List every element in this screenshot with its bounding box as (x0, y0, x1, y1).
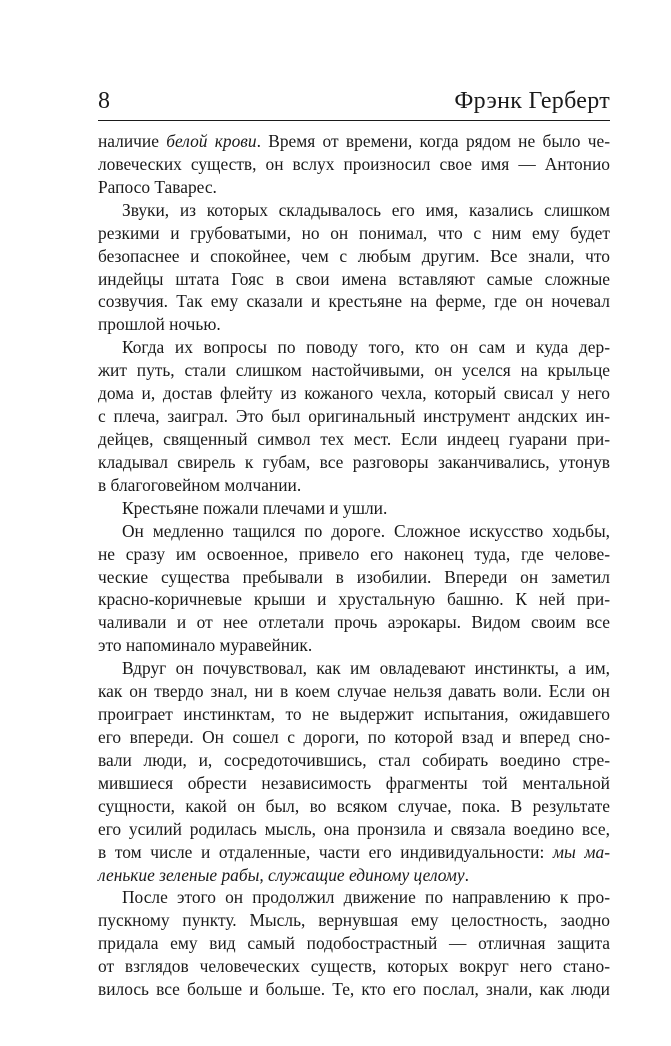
text-line (98, 864, 610, 887)
text-segment: кладывал свирель к губам, все разговоры заканчивались, утонув (98, 451, 610, 472)
text-segment: . Время от времени, когда рядом не было че- (256, 131, 610, 151)
text-line (98, 382, 610, 405)
text-line (98, 566, 610, 589)
text-line (98, 130, 610, 153)
text-segment: Вдруг он почувствовал, как им овладевают инстинкты, а им, (122, 658, 610, 679)
text-segment: наличие (98, 131, 167, 151)
text-segment: мившиеся обрести независимость фрагменты той ментальной (98, 772, 610, 793)
text-segment: его впереди. Он сошел с дороги, по которой взад и вперед сно- (98, 726, 610, 747)
text-line (98, 222, 610, 245)
text-line (98, 520, 610, 543)
page-header (98, 86, 610, 121)
text-segment: проиграет инстинктам, то не выдержит испытания, ожидавшего (98, 704, 610, 725)
text-segment: красно-коричневые крыши и хрустальную башню. К ней при- (98, 589, 610, 610)
text-segment: не сразу им освоенное, привело его наконец туда, где челове- (98, 543, 610, 564)
text-line (98, 497, 610, 520)
text-line (98, 795, 610, 818)
text-segment: ческие существа пребывали в изобилии. Впереди он заметил (98, 566, 610, 587)
text-segment: чаливали и от нее отлетали прочь аэрокары. Видом своим все (98, 612, 610, 633)
text-segment: Он медленно тащился по дороге. Сложное искусство ходьбы, (122, 520, 610, 541)
text-line (98, 841, 610, 864)
text-segment: от взглядов человеческих существ, которых вокруг него стано- (98, 956, 610, 977)
running-head-author: Фрэнк Герберт (454, 88, 610, 114)
body-text (98, 130, 610, 1001)
text-line (98, 978, 610, 1001)
text-line (98, 749, 610, 772)
text-line (98, 932, 610, 955)
text-line (98, 199, 610, 222)
text-line (98, 313, 610, 336)
text-segment: в том числе и отдаленные, части его индивидуальности: (98, 841, 553, 862)
text-segment: с плеча, заиграл. Это был оригинальный инструмент андских ин- (98, 406, 610, 427)
italic-text-segment: мы ма- (552, 841, 610, 862)
text-segment: прошлой ночью. (98, 314, 221, 335)
text-line (98, 818, 610, 841)
text-segment: безопаснее и спокойнее, чем с любым другим. Все знали, что (98, 245, 610, 266)
text-segment: вилось все больше и больше. Те, кто его послал, знали, как люди (98, 979, 610, 1000)
text-line (98, 611, 610, 634)
text-segment: ловеческих существ, он вслух произносил свое имя — Антонио (98, 153, 610, 174)
text-line (98, 588, 610, 611)
text-line (98, 955, 610, 978)
text-segment: придала ему вид самый подобострастный — отличная защита (98, 933, 610, 954)
text-segment: созвучия. Так ему сказали и крестьяне на ферме, где он ночевал (98, 291, 610, 312)
text-segment: После этого он продолжил движение по направлению к про- (122, 887, 610, 908)
text-line (98, 268, 610, 291)
text-segment: индейцы штата Гояс в свои имена вставляют самые сложные (98, 268, 610, 289)
text-segment: дома и, достав флейту из кожаного чехла, который свисал у него (98, 383, 610, 404)
text-segment: как он твердо знал, ни в коем случае нельзя давать воли. Если он (98, 681, 610, 702)
text-line (98, 657, 610, 680)
text-line (98, 634, 610, 657)
text-line (98, 474, 610, 497)
text-line (98, 703, 610, 726)
text-line (98, 405, 610, 428)
text-segment: в благоговейном молчании. (98, 474, 302, 495)
text-line (98, 359, 610, 382)
text-segment: это напоминало муравейник. (98, 635, 313, 656)
book-page (98, 86, 610, 1000)
text-line (98, 886, 610, 909)
text-segment: Когда их вопросы по поводу того, кто он сам и куда дер- (122, 337, 610, 358)
text-segment: . (464, 864, 469, 885)
text-segment: дейцев, священный символ тех мест. Если индеец гуарани при- (98, 428, 610, 449)
text-segment: сущности, какой он был, во всяком случае, пока. В результате (98, 795, 610, 816)
text-line (98, 428, 610, 451)
text-line (98, 176, 610, 199)
text-line (98, 336, 610, 359)
text-segment: пускному пункту. Мысль, вернувшая ему целостность, заодно (98, 910, 610, 931)
text-segment: Рапосо Таварес. (98, 176, 217, 197)
text-segment: Звуки, из которых складывалось его имя, казались слишком (122, 199, 610, 220)
italic-text-segment: белой крови (166, 131, 257, 151)
text-line (98, 245, 610, 268)
text-line (98, 680, 610, 703)
text-line (98, 153, 610, 176)
text-line (98, 290, 610, 313)
text-segment: резкими и грубоватыми, но он понимал, что с ним ему будет (98, 222, 610, 243)
text-segment: вали люди, и, сосредоточившись, стал собирать воедино стре- (98, 749, 610, 770)
text-segment: Крестьяне пожали плечами и ушли. (122, 497, 388, 518)
text-line (98, 772, 610, 795)
text-line (98, 909, 610, 932)
text-line (98, 543, 610, 566)
italic-text-segment: ленькие зеленые рабы, служащие единому целому (98, 864, 465, 885)
text-line (98, 726, 610, 749)
text-segment: его усилий родилась мысль, она пронзила и связала воедино все, (98, 818, 610, 839)
text-segment: жит путь, стали слишком настойчивыми, он уселся на крыльце (98, 360, 610, 381)
page-number: 8 (98, 88, 110, 114)
text-line (98, 451, 610, 474)
